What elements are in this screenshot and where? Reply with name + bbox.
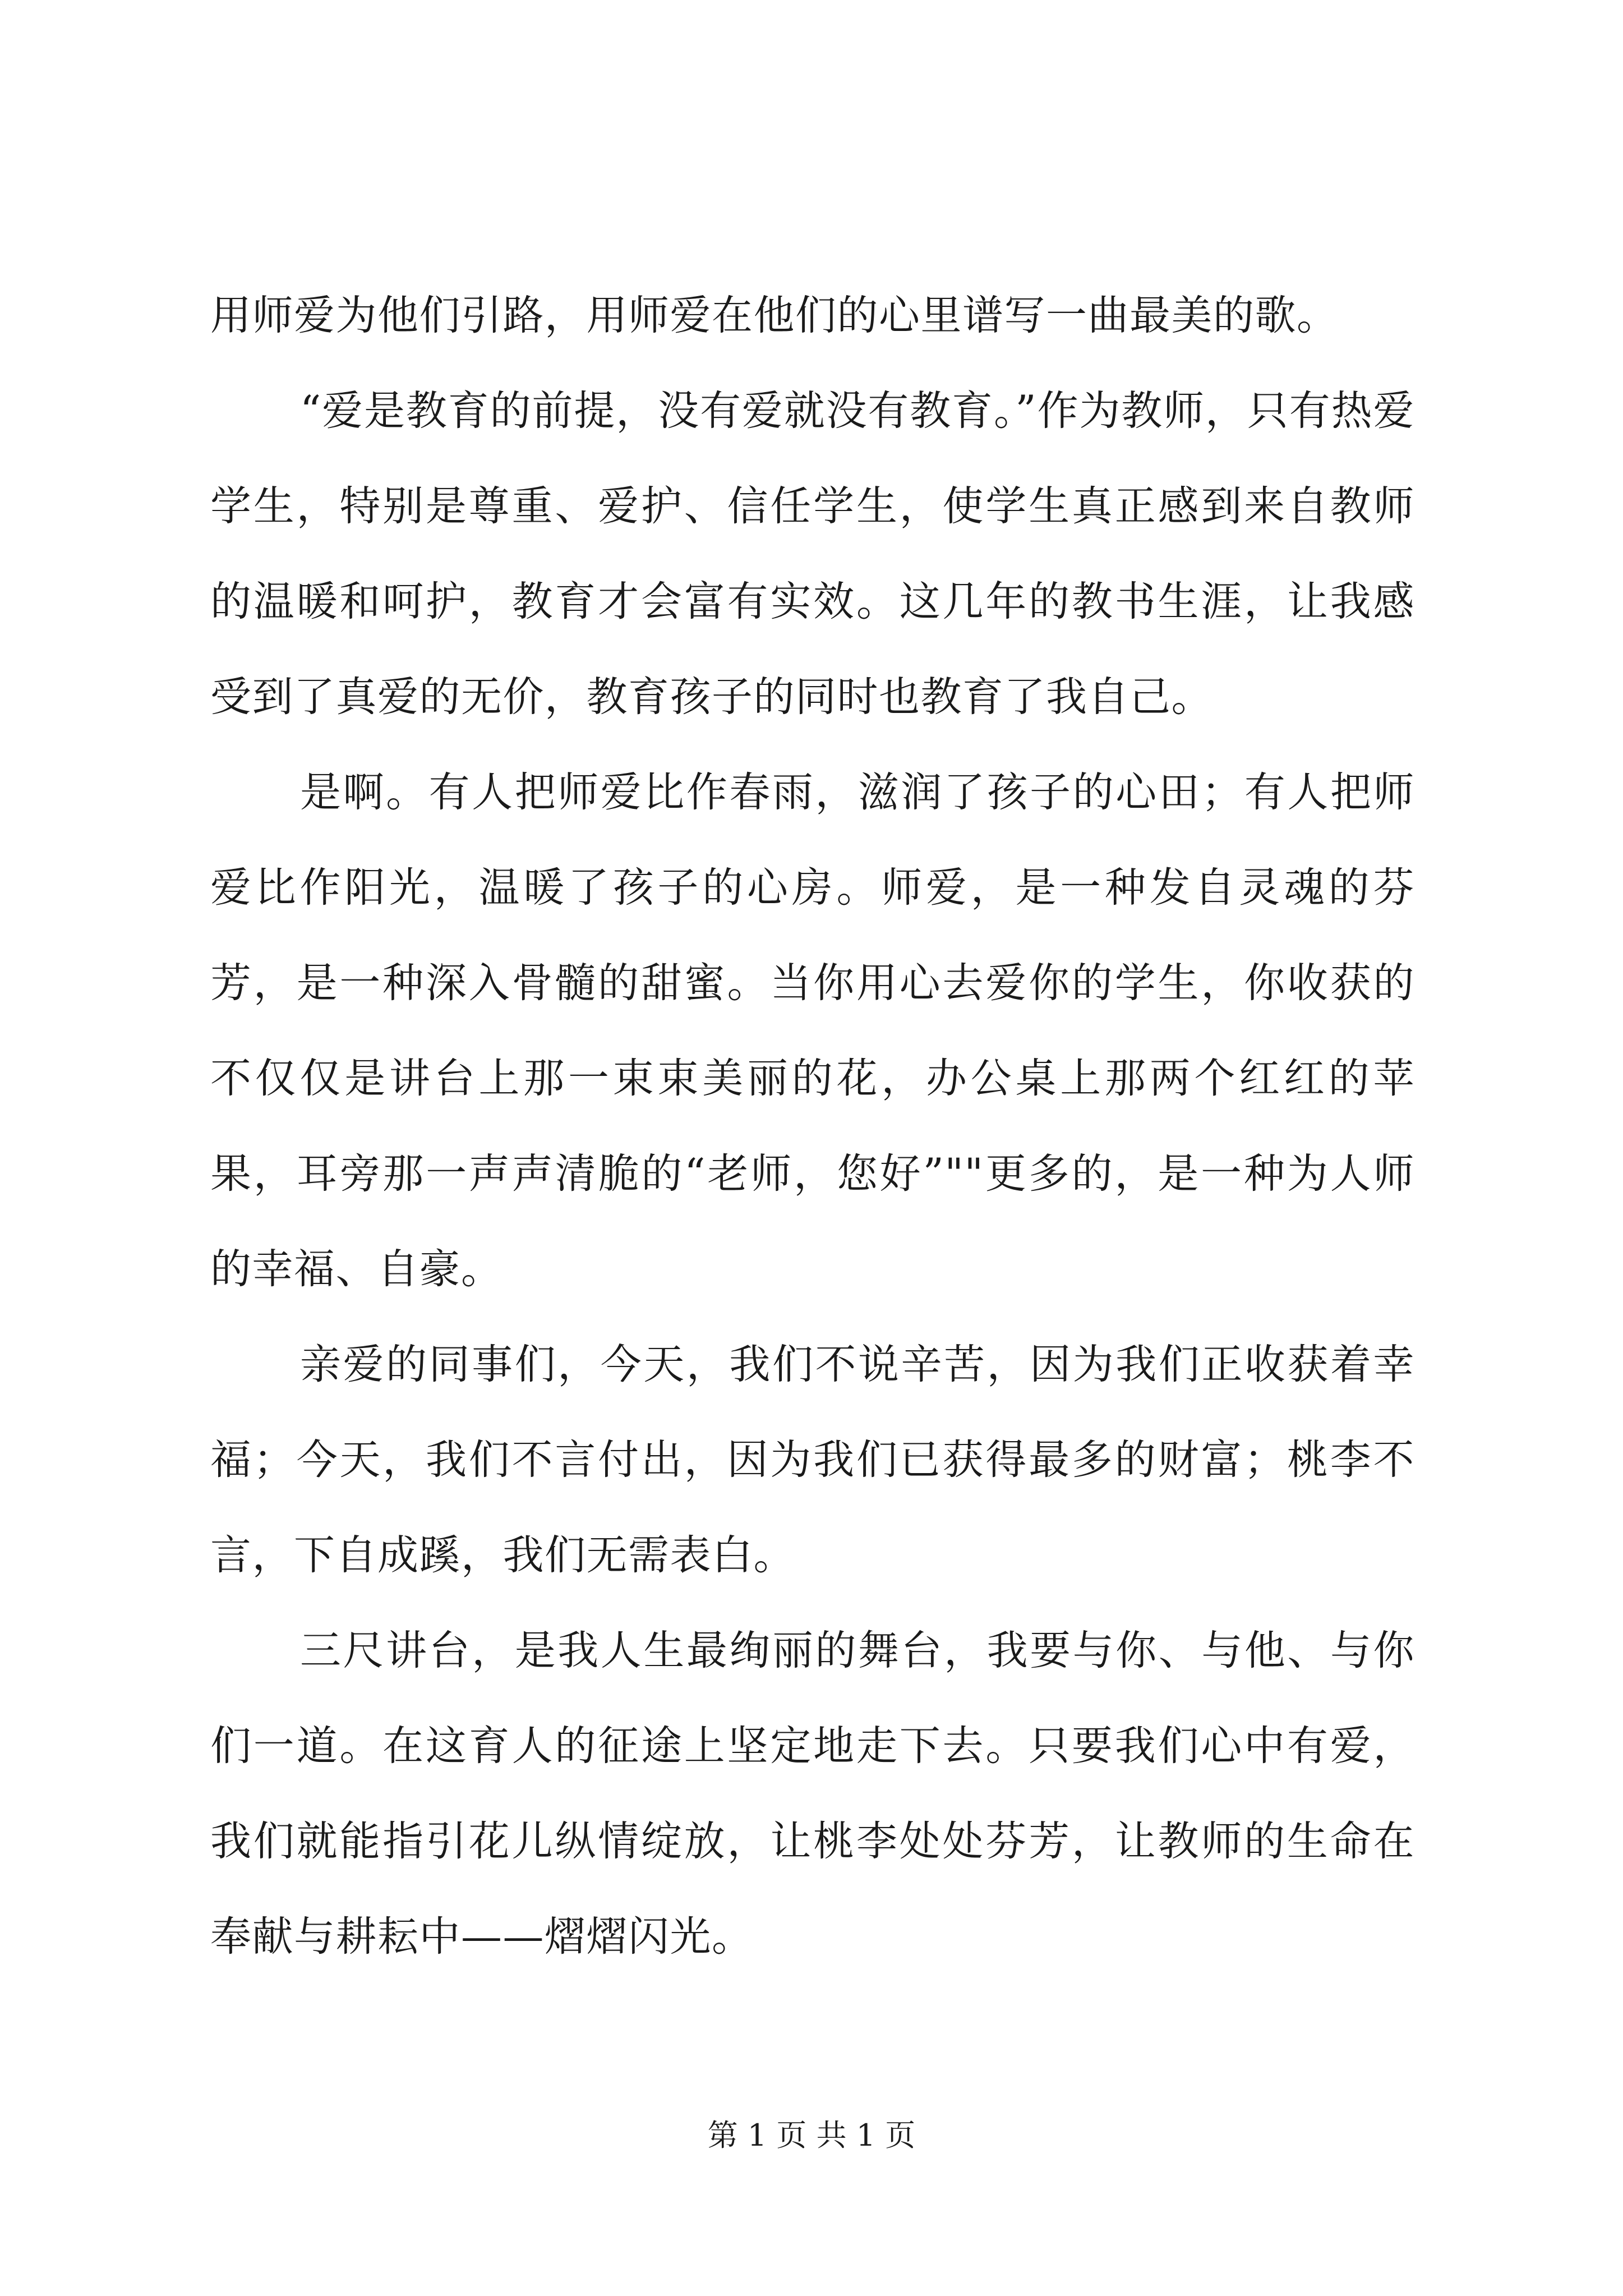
paragraph-3: 是啊。有人把师爱比作春雨，滋润了孩子的心田；有人把师爱比作阳光，温暖了孩子的心房。师爱，是一种发自灵魂的芬芳，是一种深入骨髓的甜蜜。当你用心去爱你的学生，你收获的不仅仅是讲台上那一束束美丽的花，办公桌上那两个红红的苹果，耳旁那一声声清脆的“老师，您好”""更多的，是一种为人师的幸福、自豪。 [210, 769, 1415, 1293]
paragraph-5: 三尺讲台，是我人生最绚丽的舞台，我要与你、与他、与你们一道。在这育人的征途上坚定地走下去。只要我们心中有爱，我们就能指引花儿纵情绽放，让桃李处处芬芳，让教师的生命在奉献与耕耘中——熠熠闪光。 [210, 1627, 1415, 1961]
document-body [210, 268, 1415, 1985]
page-footer [0, 2116, 1623, 2155]
page-number-label: 第 1 页 共 1 页 [707, 2118, 916, 2153]
paragraph-1: 用师爱为他们引路，用师爱在他们的心里谱写一曲最美的歌。 [210, 292, 1339, 339]
paragraph-2: “爱是教育的前提，没有爱就没有教育。”作为教师，只有热爱学生，特别是尊重、爱护、信任学生，使学生真正感到来自教师的温暖和呵护，教育才会富有实效。这几年的教书生涯，让我感受到了真爱的无价，教育孩子的同时也教育了我自己。 [210, 387, 1415, 721]
paragraph-4: 亲爱的同事们，今天，我们不说辛苦，因为我们正收获着幸福；今天，我们不言付出，因为我们已获得最多的财富；桃李不言，下自成蹊，我们无需表白。 [210, 1341, 1415, 1579]
